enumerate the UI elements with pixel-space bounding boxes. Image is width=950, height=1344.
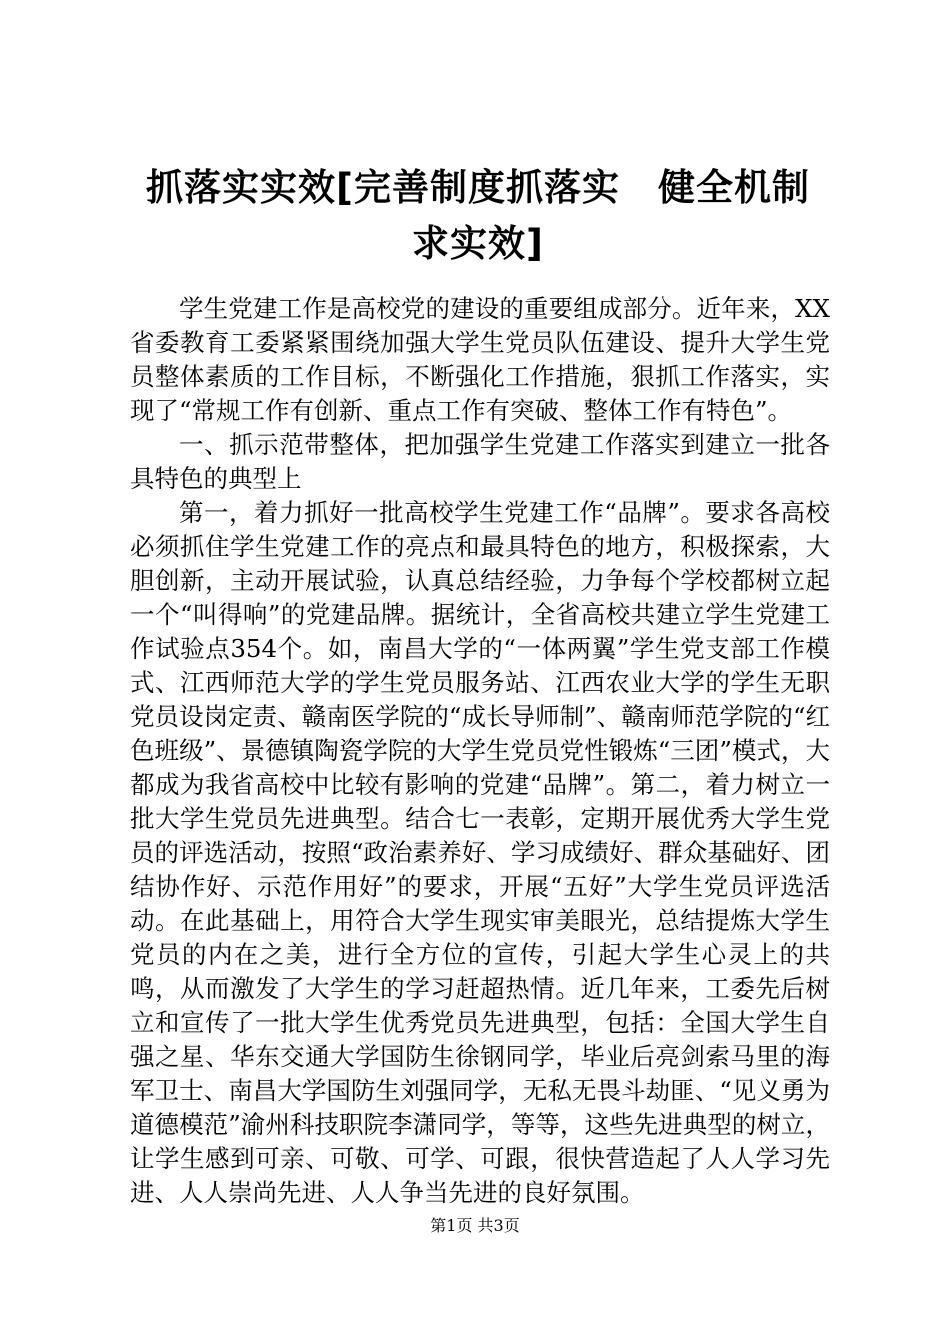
document-title: 抓落实实效[完善制度抓落实 健全机制求实效] [146, 166, 810, 265]
page-footer: 第1页 共3页 [430, 1216, 520, 1235]
paragraph-main: 第一，着力抓好一批高校学生党建工作“品牌”。要求各高校必须抓住学生党建工作的亮点和最具特色的地方，积极探索，大胆创新，主动开展试验，认真总结经验，力争每个学校都树立起一个“叫得响”的党建品牌。据统计，全省高校共建立学生党建工作试验点354个。如，南昌大学的“一体两翼”学生党支部工作模式、江西师范大学的学生党员服务站、江西农业大学的学生无职党员设岗定责、赣南医学院的“成长导师制”、赣南师范学院的“红色班级”、景德镇陶瓷学院的大学生党员党性锻炼“三团”模式，大都成为我省高校中比较有影响的党建“品牌”。第二，着力树立一批大学生党员先进典型。结合七一表彰，定期开展优秀大学生党员的评选活动，按照“政治素养好、学习成绩好、群众基础好、团结协作好、示范作用好”的要求，开展“五好”大学生党员评选活动。在此基础上，用符合大学生现实审美眼光，总结提炼大学生党员的内在之美，进行全方位的宣传，引起大学生心灵上的共鸣，从而激发了大学生的学习赶超热情。近几年来，工委先后树立和宣传了一批大学生优秀党员先进典型，包括：全国大学生自强之星、华东交通大学国防生徐钢同学，毕业后亮剑索马里的海军卫士、南昌大学国防生刘强同学，无私无畏斗劫匪、“见义勇为道德模范”渝州科技职院李潇同学，等等，这些先进典型的树立，让学生感到可亲、可敬、可学、可跟，很快营造起了人人学习先进、人人崇尚先进、人人争当先进的良好氛围。 [130, 498, 830, 1207]
paragraph-intro: 学生党建工作是高校党的建设的重要组成部分。近年来，XX省委教育工委紧紧围绕加强大学生党员队伍建设、提升大学生党员整体素质的工作目标，不断强化工作措施，狠抓工作落实，实现了“常规工作有创新、重点工作有突破、整体工作有特色”。 [130, 294, 830, 425]
document-body [130, 292, 830, 1210]
paragraph-section-heading: 一、抓示范带整体，把加强学生党建工作落实到建立一批各具特色的典型上 [130, 430, 830, 493]
